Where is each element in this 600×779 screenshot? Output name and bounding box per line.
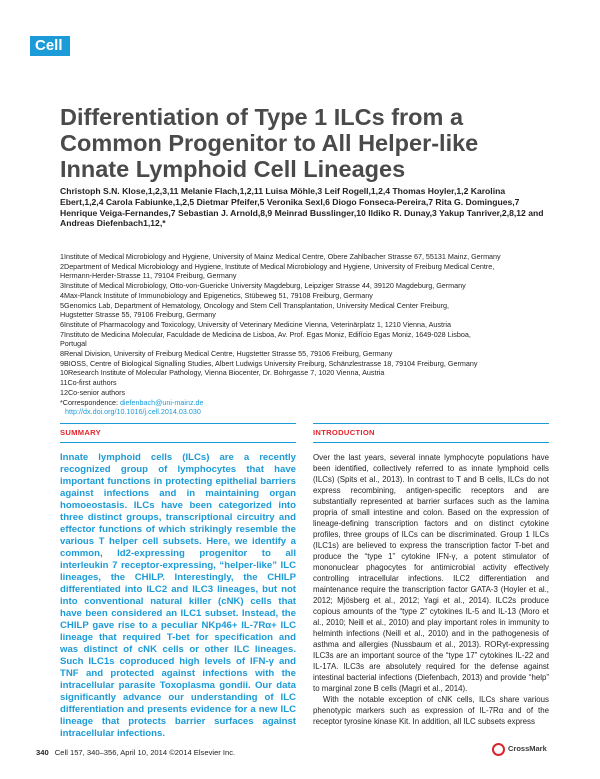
affiliation-line: 2Department of Medical Microbiology and Hygiene, Institute of Medical Microbiology and Hygiene, University of Freiburg Medical Centre, — [60, 261, 495, 271]
affiliation-line: Hermann-Herder-Strasse 11, 79104 Freiburg, Germany — [60, 271, 237, 281]
affiliation-line: 6Institute of Pharmacology and Toxicology, University of Veterinary Medicine Vienna, Veterinärplatz 1, 1210 Vienna, Austria — [60, 319, 452, 329]
affiliations — [60, 252, 560, 417]
doi-link[interactable]: http://dx.doi.org/10.1016/j.cell.2014.03.030 — [65, 407, 201, 417]
summary-heading-rule — [60, 442, 296, 443]
intro-paragraph: Over the last years, several innate lymphocyte populations have been identified, collectively referred to as innate lymphoid cells (ILCs) (Spits et al., 2013). In contrast to T and B cells, ILCs do not express recombining, antigen-specific receptors and are substantially represented at barrier surfaces such as the lamina propria of small intestine and colon. Based on the expression of lineage-defining transcription factors and on distinct cytokine profiles, three groups of ILCs can be discriminated. Group 1 ILCs (ILC1s) are believed to express the transcription factor T-bet and produce the “type 1” cytokine IFN-γ, a potent stimulator of mononuclear phagocytes for antimicrobial activity effectively controlling intracellular infections. ILC2 differentiation and maintenance require the transcription factor GATA-3 (Hoyler et al., 2012; Mjösberg et al., 2012; Yagi et al., 2014). ILC2s produce copious amounts of the “type 2” cytokines IL-5 and IL-13 (Moro et al., 2010; Neill et al., 2010) and play important roles in immunity to helminth infections (Neill et al., 2010) and in the pathogenesis of asthma and allergies (Nussbaum et al., 2013). RORγt-expressing ILC3s are an important source of the “type 17” cytokines IL-22 and IL-17A. ILC3s are absolutely required for the defense against intestinal bacterial infections (Diefenbach, 2013) and provide “help” to marginal zone B cells (Magri et al., 2014). — [313, 453, 549, 693]
correspondence-email-link[interactable]: diefenbach@uni-mainz.de — [119, 397, 204, 407]
affiliation-line: 9BIOSS, Centre of Biological Signalling Studies, Albert Ludwigs University Freiburg, Schänzlestrasse 18, 79104 Freiburg, Germany — [60, 358, 478, 368]
page-footer — [36, 748, 235, 757]
intro-heading-rule — [313, 442, 549, 443]
crossmark-badge[interactable] — [492, 742, 552, 758]
affiliation-line: Portugal — [60, 339, 87, 349]
affiliation-line: 4Max-Planck Institute of Immunobiology and Epigenetics, Stübeweg 51, 79108 Freiburg, Germany — [60, 290, 373, 300]
summary-heading: SUMMARY — [60, 428, 102, 437]
page-number: 340 — [36, 748, 49, 757]
crossmark-icon — [492, 743, 505, 756]
correspondence — [60, 398, 560, 408]
affiliation-line: 11Co-first authors — [60, 378, 117, 388]
author-list: Christoph S.N. Klose,1,2,3,11 Melanie Flach,1,2,11 Luisa Möhle,3 Leif Rogell,1,2,4 Thomas Hoyler,1,2 Karolina Ebert,1,2,4 Carola Fabiunke,1,2,5 Dietmar Pfeifer,5 Veronika Sexl,6 Diogo Fonseca-Pereira,7 Rita G. Domingues,7 Henrique Veiga-Fernandes,7 Sebastian J. Arnold,8,9 Meinrad Busslinger,10 Ildiko R. Dunay,3 Yakup Tanriver,2,8,12 and Andreas Diefenbach1,12,* — [60, 186, 544, 229]
affiliation-line: 3Institute of Medical Microbiology, Otto-von-Guericke University Magdeburg, Leipziger Strasse 44, 39120 Magdeburg, Germany — [60, 281, 466, 291]
intro-heading: INTRODUCTION — [313, 428, 375, 437]
article-title: Differentiation of Type 1 ILCs from a Common Progenitor to All Helper-like Innate Lymphoid Cell Lineages — [60, 104, 479, 182]
intro-paragraph: With the notable exception of cNK cells, ILCs share various phenotypic markers such as expression of IL-7Rα and of the receptor tyrosine kinase Kit. In addition, all ILC subsets express — [313, 695, 549, 726]
affiliation-line: 10Research Institute of Molecular Pathology, Vienna Biocenter, Dr. Bohrgasse 7, 1020 Vienna, Austria — [60, 368, 385, 378]
affiliation-line: 12Co-senior authors — [60, 387, 126, 397]
affiliation-line: Hugstetter Strasse 55, 79106 Freiburg, Germany — [60, 310, 216, 320]
intro-rule — [313, 423, 549, 424]
introduction-body — [313, 452, 549, 727]
correspondence-label: *Correspondence: — [60, 397, 118, 407]
affiliation-line: 8Renal Division, University of Freiburg Medical Centre, Hugstetter Strasse 55, 79106 Freiburg, Germany — [60, 349, 393, 359]
affiliation-line: 7Instituto de Medicina Molecular, Faculdade de Medicina de Lisboa, Av. Prof. Egas Moniz, Edifício Egas Moniz, 1649-028 Lisboa, — [60, 329, 471, 339]
affiliation-line: 1Institute of Medical Microbiology and Hygiene, University of Mainz Medical Centre, Obere Zahlbacher Strasse 67, 55131 Mainz, Germany — [60, 252, 501, 261]
footer-citation: Cell 157, 340–356, April 10, 2014 ©2014 Elsevier Inc. — [54, 748, 236, 757]
crossmark-label: CrossMark — [508, 744, 547, 753]
journal-logo: Cell — [30, 36, 70, 56]
affiliation-line: 5Genomics Lab, Department of Hematology, Oncology and Stem Cell Transplantation, University Medical Center Freiburg, — [60, 300, 449, 310]
summary-text: Innate lymphoid cells (ILCs) are a recently recognized group of lymphocytes that have important functions in protecting epithelial barriers against infections and in maintaining organ homoeostasis. ILCs have been categorized into three distinct groups, transcriptional circuitry and effector functions of which strikingly resemble the various T helper cell subsets. Here, we identify a common, Id2-expressing progenitor to all interleukin 7 receptor-expressing, “helper-like” ILC lineages, the CHILP. Interestingly, the CHILP differentiated into ILC2 and ILC3 lineages, but not into conventional natural killer (cNK) cells that have been considered an ILC1 subset. Instead, the CHILP gave rise to a peculiar NKp46+ IL-7Rα+ ILC lineage that required T-bet for specification and was distinct of cNK cells or other ILC lineages. Such ILC1s coproduced high levels of IFN-γ and TNF and protected against infections with the intracellular parasite Toxoplasma gondii. Our data significantly advance our understanding of ILC differentiation and presents evidence for a new ILC lineage that protects barrier surfaces against intracellular infections. — [60, 452, 296, 739]
summary-rule — [60, 423, 296, 424]
